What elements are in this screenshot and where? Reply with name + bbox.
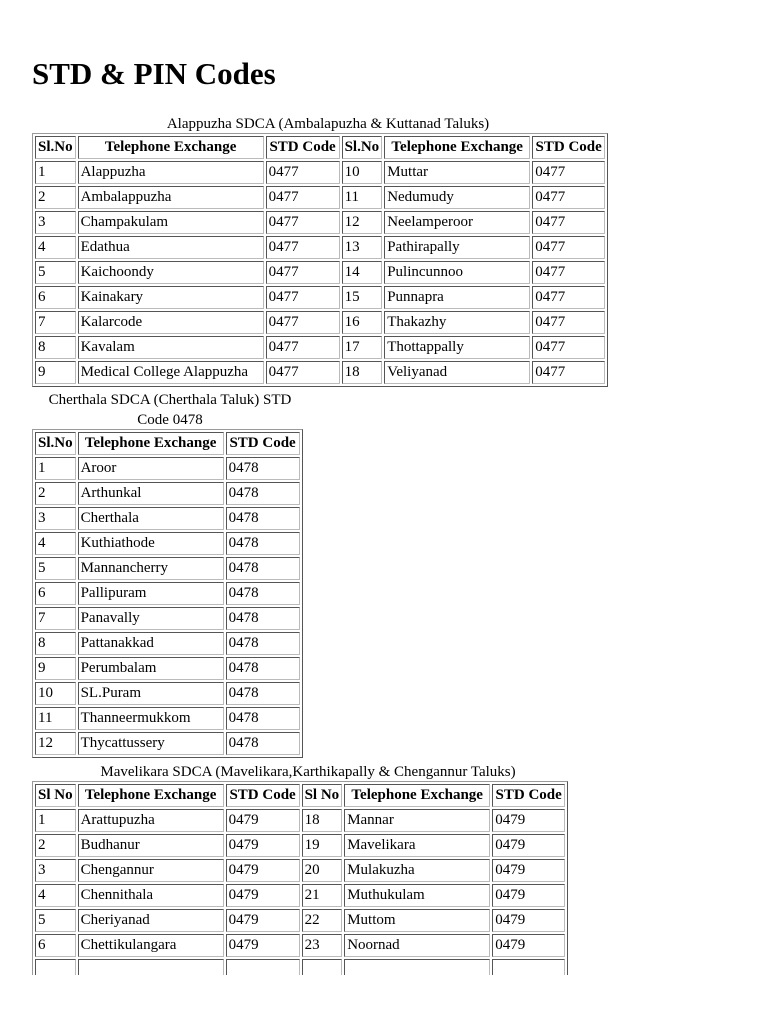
table-row (35, 707, 300, 730)
table-cell: Edathua (78, 236, 264, 259)
table-cell: Kuthiathode (78, 532, 224, 555)
table-cell: 0478 (226, 482, 300, 505)
table-row (35, 236, 605, 259)
table-cell: 11 (342, 186, 383, 209)
table-cell: 4 (35, 884, 76, 907)
table-cell: 11 (35, 707, 76, 730)
table-cell: 0479 (226, 809, 300, 832)
table-cell: 8 (35, 632, 76, 655)
cherthala-caption-line2: Code 0478 (137, 412, 203, 428)
table-cell: 3 (35, 507, 76, 530)
column-header: Telephone Exchange (384, 136, 530, 159)
table-cell: 0477 (266, 286, 340, 309)
table-cell: 0479 (492, 934, 565, 957)
table-header-row (35, 136, 605, 159)
table-cell: Alappuzha (78, 161, 264, 184)
table-row (35, 482, 300, 505)
table-row (35, 161, 605, 184)
table-cell: Champakulam (78, 211, 264, 234)
table-cell: 0479 (226, 884, 300, 907)
table-cell: Kaichoondy (78, 261, 264, 284)
table-cell: 0477 (532, 286, 605, 309)
table-cell: 6 (35, 934, 76, 957)
table-cell: Kalarcode (78, 311, 264, 334)
table-cell: 0477 (532, 236, 605, 259)
table-cell: 0479 (226, 909, 300, 932)
table-cell: 0477 (266, 336, 340, 359)
table-cell: 0477 (532, 161, 605, 184)
table-cell: 21 (302, 884, 343, 907)
table-cell: Cherthala (78, 507, 224, 530)
column-header: Telephone Exchange (78, 136, 264, 159)
table-cell: 0479 (492, 859, 565, 882)
table-cell: 5 (35, 557, 76, 580)
table-row (35, 336, 605, 359)
table-row (35, 657, 300, 680)
table-cell: Cheriyanad (78, 909, 224, 932)
table-cell: Ambalappuzha (78, 186, 264, 209)
table-cell: 14 (342, 261, 383, 284)
table-cell: 7 (35, 311, 76, 334)
table-cell (302, 959, 343, 975)
table-cell: 3 (35, 211, 76, 234)
table-cell: 0479 (492, 884, 565, 907)
column-header: STD Code (492, 784, 565, 807)
table-cell: SL.Puram (78, 682, 224, 705)
table-row (35, 186, 605, 209)
column-header: Sl.No (35, 136, 76, 159)
table-cell: Thanneermukkom (78, 707, 224, 730)
table-cell: 4 (35, 532, 76, 555)
table-cell: 4 (35, 236, 76, 259)
table-cell: 0478 (226, 532, 300, 555)
table-cell: 0479 (492, 834, 565, 857)
table-cell: Kainakary (78, 286, 264, 309)
table-cell: Muttar (384, 161, 530, 184)
table-cell: Pattanakkad (78, 632, 224, 655)
table-cell: Chettikulangara (78, 934, 224, 957)
column-header: STD Code (266, 136, 340, 159)
table-cell: 2 (35, 834, 76, 857)
column-header: Telephone Exchange (78, 784, 224, 807)
table-cell: 0477 (532, 261, 605, 284)
table-row (35, 834, 565, 857)
table-cell: 0477 (266, 311, 340, 334)
table-row (35, 884, 565, 907)
column-header: STD Code (532, 136, 605, 159)
table-cell: 20 (302, 859, 343, 882)
table-row (35, 682, 300, 705)
table-cell: 2 (35, 186, 76, 209)
table-cell: 0477 (266, 236, 340, 259)
table-cell (35, 959, 76, 975)
cherthala-caption (32, 390, 308, 430)
table-row (35, 261, 605, 284)
table-cell: 23 (302, 934, 343, 957)
table-cell: 0479 (492, 909, 565, 932)
table-cell: Neelamperoor (384, 211, 530, 234)
table-cell: 0478 (226, 657, 300, 680)
table-cell: 0478 (226, 607, 300, 630)
table-cell: Chennithala (78, 884, 224, 907)
column-header: Sl.No (342, 136, 383, 159)
table-cell: 15 (342, 286, 383, 309)
table-cell: 0477 (532, 336, 605, 359)
column-header: Sl No (35, 784, 76, 807)
table-cell: 5 (35, 909, 76, 932)
column-header: STD Code (226, 432, 300, 455)
table-cell: 0477 (266, 186, 340, 209)
table-cell: 7 (35, 607, 76, 630)
cherthala-caption-line1: Cherthala SDCA (Cherthala Taluk) STD (48, 392, 292, 408)
table-cell (344, 959, 490, 975)
table-cell: Pulincunnoo (384, 261, 530, 284)
table-cell: Arthunkal (78, 482, 224, 505)
table-cell: 3 (35, 859, 76, 882)
mavelikara-std-table (32, 781, 568, 975)
table-row (35, 732, 300, 755)
table-cell: 0477 (532, 186, 605, 209)
table-row (35, 934, 565, 957)
table-row (35, 607, 300, 630)
table-cell: 0477 (532, 211, 605, 234)
page-title: STD & PIN Codes (32, 56, 276, 91)
table-row (35, 909, 565, 932)
table-cell: 0479 (226, 859, 300, 882)
alappuzha-std-table (32, 133, 608, 387)
table-cell: Veliyanad (384, 361, 530, 384)
table-cell: 9 (35, 657, 76, 680)
table-cell: 1 (35, 161, 76, 184)
column-header: Sl.No (35, 432, 76, 455)
table-cell: Pathirapally (384, 236, 530, 259)
cherthala-std-table (32, 429, 303, 758)
table-row (35, 507, 300, 530)
table-cell: 16 (342, 311, 383, 334)
table-cell: Perumbalam (78, 657, 224, 680)
table-cell: 1 (35, 809, 76, 832)
table-cell (78, 959, 224, 975)
table-row (35, 632, 300, 655)
table-cell: 0477 (266, 161, 340, 184)
table-row (35, 361, 605, 384)
table-cell: Muttom (344, 909, 490, 932)
table-cell: Muthukulam (344, 884, 490, 907)
table-cell: Nedumudy (384, 186, 530, 209)
table-cell: 0479 (226, 934, 300, 957)
table-cell: Kavalam (78, 336, 264, 359)
table-cell: Thycattussery (78, 732, 224, 755)
table-cell: 13 (342, 236, 383, 259)
table-cell: 1 (35, 457, 76, 480)
table-cell: 0478 (226, 582, 300, 605)
table-cell: 0478 (226, 682, 300, 705)
table-cell: 0478 (226, 707, 300, 730)
table-cell: 0477 (266, 361, 340, 384)
table-row (35, 211, 605, 234)
table-cell: Mannar (344, 809, 490, 832)
table-cell: Arattupuzha (78, 809, 224, 832)
table-cell: 6 (35, 582, 76, 605)
table-cell: 12 (35, 732, 76, 755)
table-cell: 8 (35, 336, 76, 359)
table-cell: 6 (35, 286, 76, 309)
table-cell: Aroor (78, 457, 224, 480)
table-cell: 9 (35, 361, 76, 384)
table-cell: 10 (35, 682, 76, 705)
table-cell: Thakazhy (384, 311, 530, 334)
table-row (35, 286, 605, 309)
mavelikara-caption: Mavelikara SDCA (Mavelikara,Karthikapally & Chengannur Taluks) (100, 764, 516, 780)
table-cell: 0479 (226, 834, 300, 857)
table-cell: 17 (342, 336, 383, 359)
table-cell: 18 (342, 361, 383, 384)
table-cell: 2 (35, 482, 76, 505)
table-cell: 0478 (226, 507, 300, 530)
table-cell: 5 (35, 261, 76, 284)
table-cell: Mulakuzha (344, 859, 490, 882)
column-header: STD Code (226, 784, 300, 807)
table-cell: 0477 (266, 261, 340, 284)
column-header: Telephone Exchange (344, 784, 490, 807)
table-row (35, 457, 300, 480)
column-header: Sl No (302, 784, 343, 807)
table-cell: Punnapra (384, 286, 530, 309)
table-cell: 0478 (226, 732, 300, 755)
table-header-row (35, 784, 565, 807)
table-cell: 22 (302, 909, 343, 932)
table-cell: 0477 (532, 361, 605, 384)
table-cell: 0477 (266, 211, 340, 234)
table-cell: 0479 (492, 809, 565, 832)
table-row (35, 532, 300, 555)
table-cell: 12 (342, 211, 383, 234)
table-row (35, 959, 565, 975)
table-row (35, 557, 300, 580)
column-header: Telephone Exchange (78, 432, 224, 455)
table-row (35, 859, 565, 882)
table-cell: 0477 (532, 311, 605, 334)
table-cell: Mavelikara (344, 834, 490, 857)
table-cell: Medical College Alappuzha (78, 361, 264, 384)
table-cell: Thottappally (384, 336, 530, 359)
table-cell: Noornad (344, 934, 490, 957)
table-cell: 18 (302, 809, 343, 832)
table-cell: Budhanur (78, 834, 224, 857)
table-cell (492, 959, 565, 975)
table-header-row (35, 432, 300, 455)
table-cell: 0478 (226, 557, 300, 580)
table-row (35, 582, 300, 605)
table-row (35, 809, 565, 832)
table-cell: Mannancherry (78, 557, 224, 580)
alappuzha-caption: Alappuzha SDCA (Ambalapuzha & Kuttanad Taluks) (166, 116, 490, 132)
table-cell: Panavally (78, 607, 224, 630)
table-row (35, 311, 605, 334)
table-cell: 19 (302, 834, 343, 857)
table-cell: 10 (342, 161, 383, 184)
table-cell: Pallipuram (78, 582, 224, 605)
table-cell (226, 959, 300, 975)
table-cell: 0478 (226, 632, 300, 655)
table-cell: 0478 (226, 457, 300, 480)
table-cell: Chengannur (78, 859, 224, 882)
